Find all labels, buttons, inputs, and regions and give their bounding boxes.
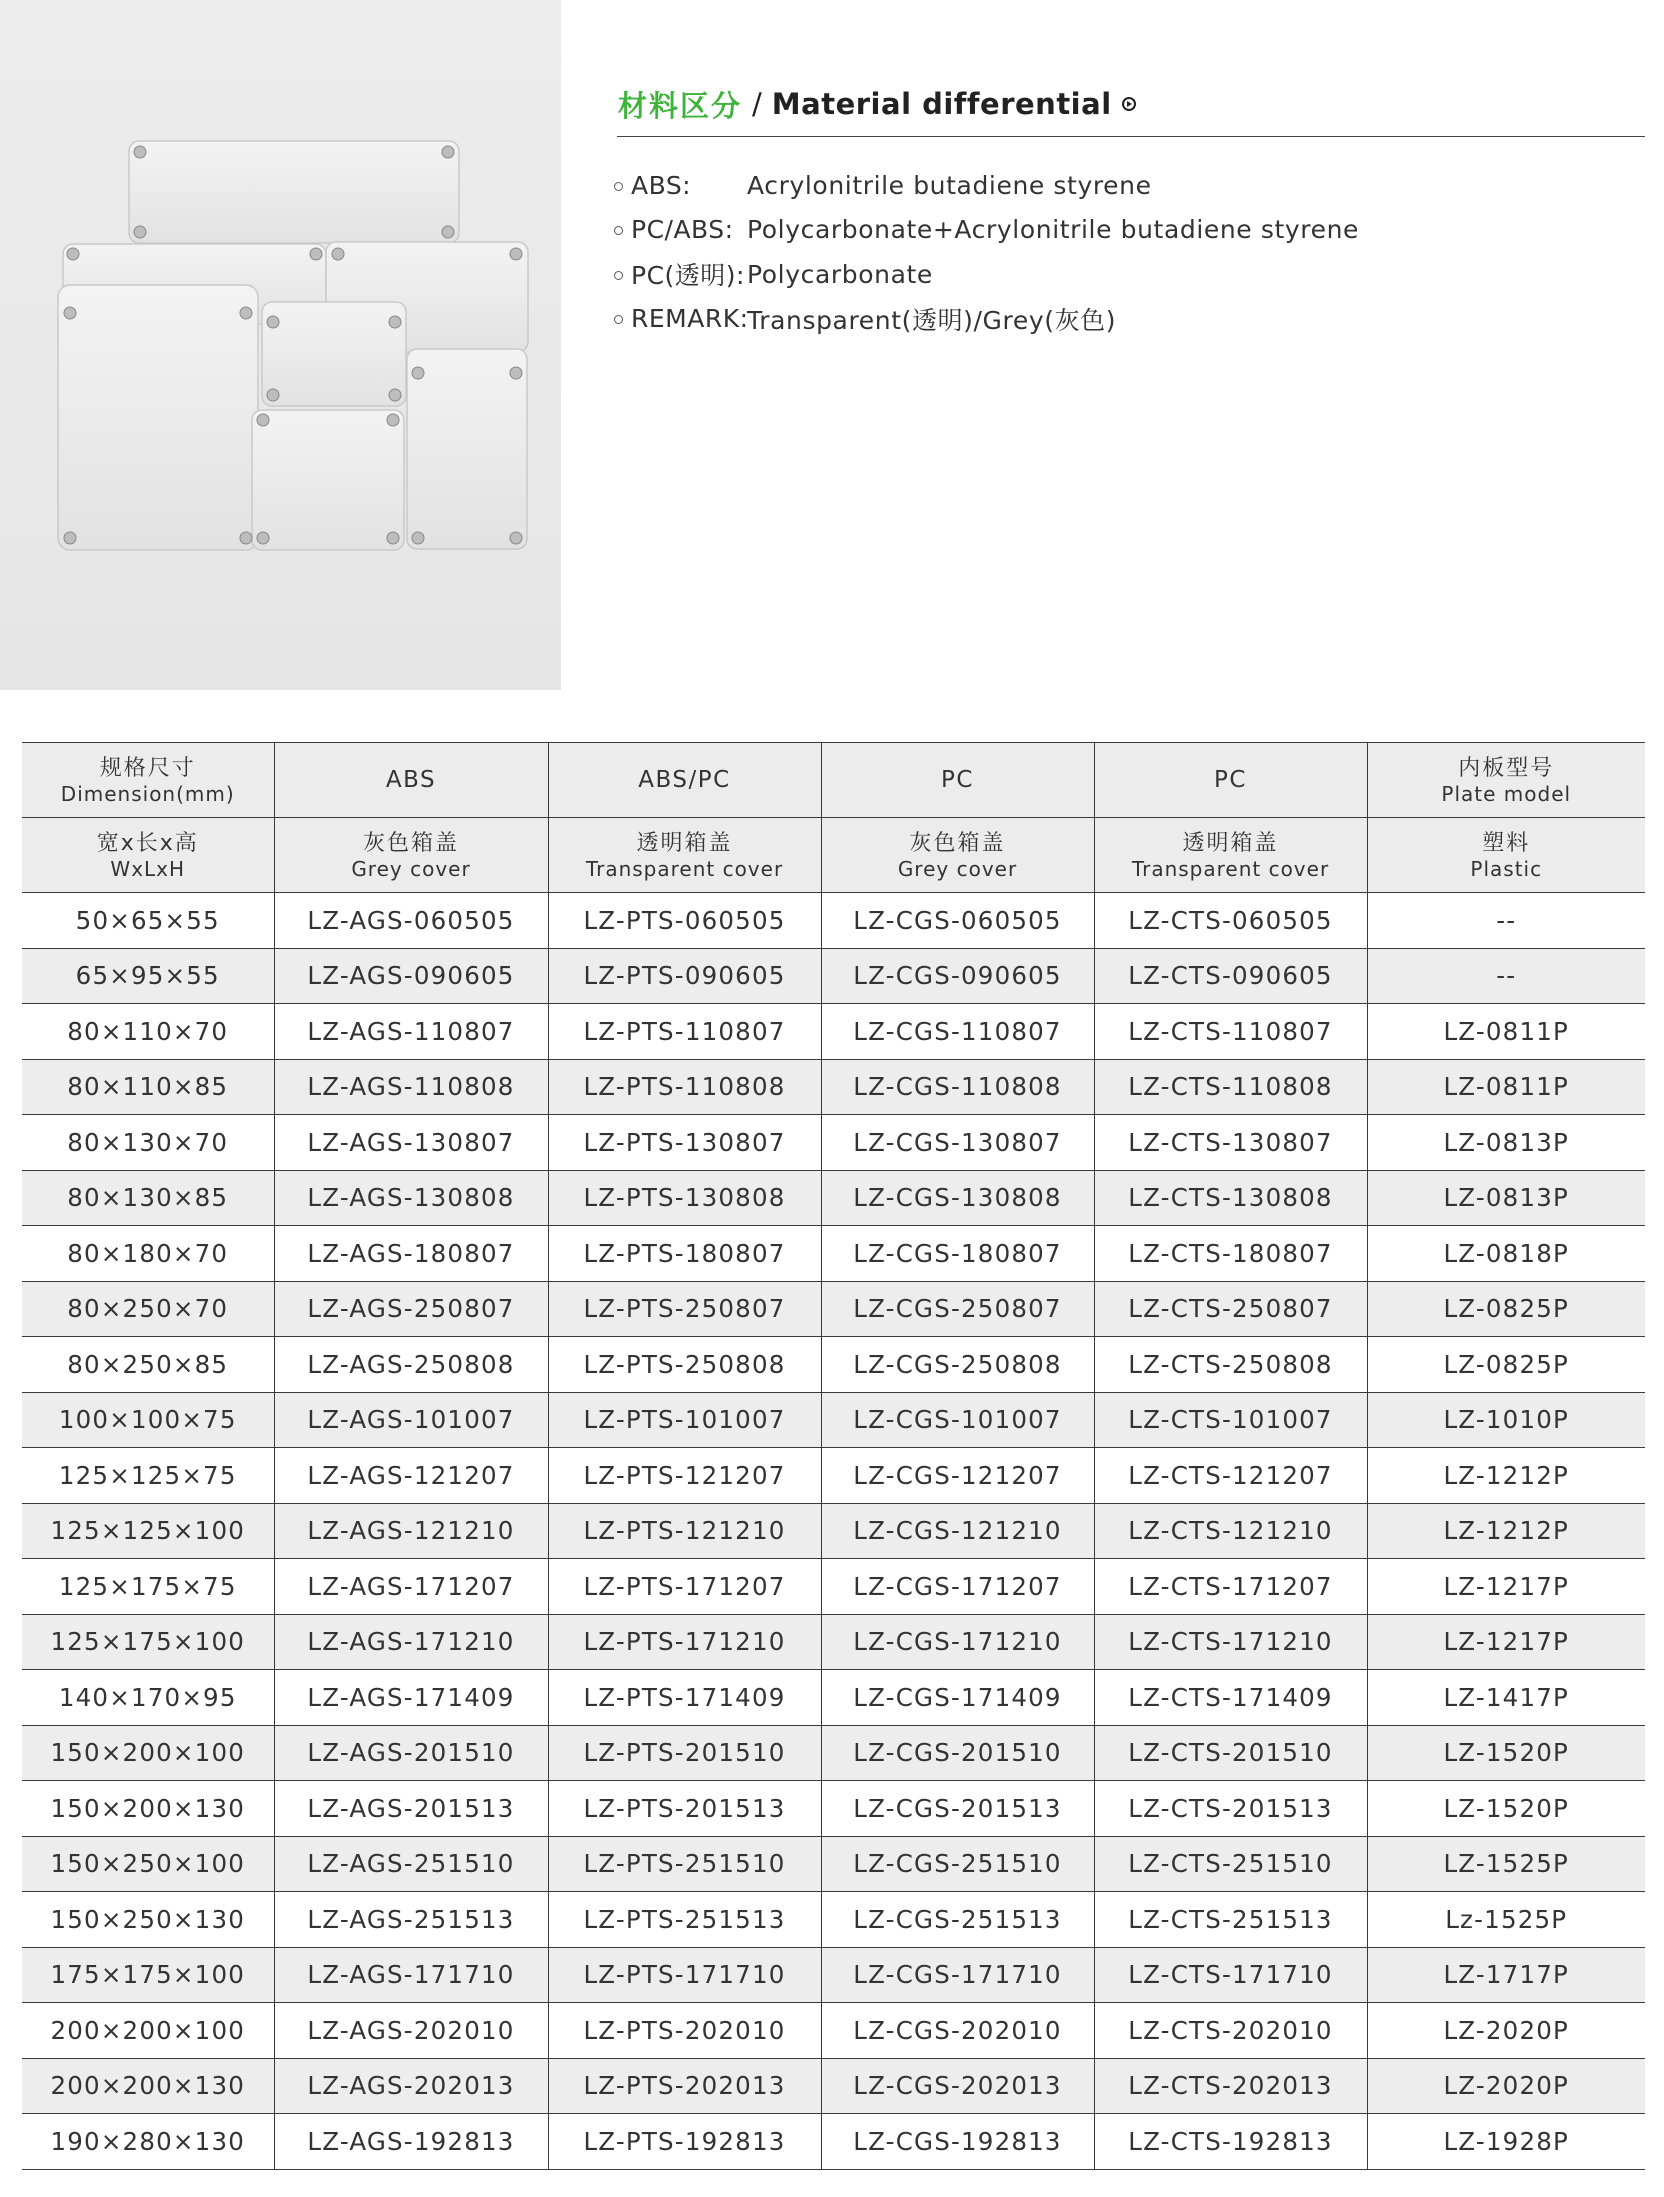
table-row (22, 1392, 1645, 1448)
cell-pc-grey: LZ-CGS-192813 (821, 2114, 1094, 2170)
cell-dimension: 175×175×100 (22, 1947, 274, 2003)
table-row (22, 1781, 1645, 1837)
table-row (22, 1226, 1645, 1282)
cell-pc-grey: LZ-CGS-201513 (821, 1781, 1094, 1837)
header-cell-abs: ABS (274, 743, 548, 818)
cell-pc-transparent: LZ-CTS-171409 (1094, 1670, 1367, 1726)
cell-abs-grey: LZ-AGS-251510 (274, 1836, 548, 1892)
cell-abs-pc-transparent: LZ-PTS-201510 (548, 1725, 821, 1781)
table-row (22, 1281, 1645, 1337)
cell-abs-grey: LZ-AGS-201510 (274, 1725, 548, 1781)
cell-pc-transparent: LZ-CTS-171207 (1094, 1559, 1367, 1615)
cell-abs-pc-transparent: LZ-PTS-110807 (548, 1004, 821, 1060)
cell-pc-grey: LZ-CGS-171207 (821, 1559, 1094, 1615)
cell-plate-model: -- (1367, 893, 1645, 949)
cell-dimension: 80×180×70 (22, 1226, 274, 1282)
cell-dimension: 125×175×100 (22, 1614, 274, 1670)
cell-plate-model: LZ-0811P (1367, 1059, 1645, 1115)
cell-plate-model: LZ-2020P (1367, 2003, 1645, 2059)
cell-dimension: 125×175×75 (22, 1559, 274, 1615)
cell-plate-model: LZ-1928P (1367, 2114, 1645, 2170)
subheader-cell: 透明箱盖 Transparent cover (1094, 818, 1367, 893)
cell-plate-model: LZ-1217P (1367, 1559, 1645, 1615)
cell-pc-grey: LZ-CGS-171409 (821, 1670, 1094, 1726)
cell-abs-grey: LZ-AGS-130807 (274, 1115, 548, 1171)
cell-pc-grey: LZ-CGS-060505 (821, 893, 1094, 949)
cell-plate-model: LZ-1212P (1367, 1503, 1645, 1559)
table-row (22, 1503, 1645, 1559)
cell-abs-pc-transparent: LZ-PTS-121210 (548, 1503, 821, 1559)
section-title-cn: 材料区分 (618, 88, 743, 123)
cell-pc-grey: LZ-CGS-090605 (821, 948, 1094, 1004)
cell-pc-grey: LZ-CGS-121210 (821, 1503, 1094, 1559)
material-key: ABS: (631, 170, 692, 200)
cell-abs-pc-transparent: LZ-PTS-202013 (548, 2058, 821, 2114)
cell-pc-transparent: LZ-CTS-250807 (1094, 1281, 1367, 1337)
cell-plate-model: LZ-1010P (1367, 1392, 1645, 1448)
table-row (22, 948, 1645, 1004)
table-row (22, 1892, 1645, 1948)
cell-pc-transparent: LZ-CTS-192813 (1094, 2114, 1367, 2170)
cell-pc-grey: LZ-CGS-180807 (821, 1226, 1094, 1282)
cell-dimension: 150×250×100 (22, 1836, 274, 1892)
table-row (22, 1115, 1645, 1171)
cell-pc-grey: LZ-CGS-251510 (821, 1836, 1094, 1892)
table-row (22, 1448, 1645, 1504)
title-separator: / (752, 87, 762, 121)
cell-abs-grey: LZ-AGS-171207 (274, 1559, 548, 1615)
cell-abs-pc-transparent: LZ-PTS-202010 (548, 2003, 821, 2059)
cell-dimension: 200×200×100 (22, 2003, 274, 2059)
cell-dimension: 150×250×130 (22, 1892, 274, 1948)
cell-plate-model: LZ-0813P (1367, 1170, 1645, 1226)
table-row (22, 1947, 1645, 2003)
cell-pc-transparent: LZ-CTS-250808 (1094, 1337, 1367, 1393)
cell-abs-pc-transparent: LZ-PTS-060505 (548, 893, 821, 949)
header-cell-dimension: 规格尺寸 Dimension(mm) (22, 743, 274, 818)
cell-dimension: 50×65×55 (22, 893, 274, 949)
cell-abs-grey: LZ-AGS-250808 (274, 1337, 548, 1393)
cell-abs-pc-transparent: LZ-PTS-171210 (548, 1614, 821, 1670)
circle-arrow-icon (1122, 97, 1136, 111)
cell-pc-grey: LZ-CGS-250808 (821, 1337, 1094, 1393)
cell-dimension: 150×200×130 (22, 1781, 274, 1837)
cell-abs-grey: LZ-AGS-171409 (274, 1670, 548, 1726)
subheader-cell: 灰色箱盖 Grey cover (821, 818, 1094, 893)
cell-pc-transparent: LZ-CTS-251510 (1094, 1836, 1367, 1892)
cell-dimension: 100×100×75 (22, 1392, 274, 1448)
table-row (22, 1670, 1645, 1726)
cell-abs-pc-transparent: LZ-PTS-250808 (548, 1337, 821, 1393)
cell-dimension: 80×130×85 (22, 1170, 274, 1226)
cell-abs-grey: LZ-AGS-201513 (274, 1781, 548, 1837)
table-row (22, 893, 1645, 949)
cell-pc-grey: LZ-CGS-202010 (821, 2003, 1094, 2059)
cell-dimension: 80×130×70 (22, 1115, 274, 1171)
cell-dimension: 200×200×130 (22, 2058, 274, 2114)
material-key: PC(透明): (631, 261, 745, 291)
cell-pc-grey: LZ-CGS-202013 (821, 2058, 1094, 2114)
cell-abs-pc-transparent: LZ-PTS-192813 (548, 2114, 821, 2170)
cell-pc-grey: LZ-CGS-130808 (821, 1170, 1094, 1226)
cell-pc-transparent: LZ-CTS-201513 (1094, 1781, 1367, 1837)
cell-pc-grey: LZ-CGS-171210 (821, 1614, 1094, 1670)
cell-abs-grey: LZ-AGS-130808 (274, 1170, 548, 1226)
cell-dimension: 190×280×130 (22, 2114, 274, 2170)
cell-abs-grey: LZ-AGS-090605 (274, 948, 548, 1004)
cell-pc-transparent: LZ-CTS-171210 (1094, 1614, 1367, 1670)
cell-pc-transparent: LZ-CTS-121210 (1094, 1503, 1367, 1559)
cell-plate-model: LZ-0825P (1367, 1281, 1645, 1337)
material-value: Polycarbonate+Acrylonitrile butadiene styrene (747, 215, 1359, 245)
cell-pc-grey: LZ-CGS-101007 (821, 1392, 1094, 1448)
table-row (22, 2003, 1645, 2059)
cell-plate-model: LZ-0813P (1367, 1115, 1645, 1171)
cell-pc-transparent: LZ-CTS-110807 (1094, 1004, 1367, 1060)
cell-pc-transparent: LZ-CTS-130807 (1094, 1115, 1367, 1171)
cell-pc-grey: LZ-CGS-250807 (821, 1281, 1094, 1337)
cell-abs-pc-transparent: LZ-PTS-101007 (548, 1392, 821, 1448)
cell-pc-grey: LZ-CGS-171710 (821, 1947, 1094, 2003)
cell-abs-pc-transparent: LZ-PTS-171207 (548, 1559, 821, 1615)
cell-pc-transparent: LZ-CTS-171710 (1094, 1947, 1367, 2003)
cell-abs-grey: LZ-AGS-171210 (274, 1614, 548, 1670)
subheader-cell: 宽x长x高 WxLxH (22, 818, 274, 893)
cell-plate-model: LZ-0811P (1367, 1004, 1645, 1060)
bullet-icon (614, 182, 623, 191)
cell-abs-pc-transparent: LZ-PTS-130807 (548, 1115, 821, 1171)
cell-dimension: 125×125×75 (22, 1448, 274, 1504)
cell-dimension: 65×95×55 (22, 948, 274, 1004)
section-title-en: Material differential (771, 87, 1112, 121)
cell-pc-grey: LZ-CGS-201510 (821, 1725, 1094, 1781)
bullet-icon (614, 271, 623, 280)
cell-pc-transparent: LZ-CTS-121207 (1094, 1448, 1367, 1504)
table-row (22, 2114, 1645, 2170)
cell-abs-grey: LZ-AGS-251513 (274, 1892, 548, 1948)
cell-plate-model: LZ-0825P (1367, 1337, 1645, 1393)
cell-abs-pc-transparent: LZ-PTS-110808 (548, 1059, 821, 1115)
cell-plate-model: -- (1367, 948, 1645, 1004)
cell-pc-transparent: LZ-CTS-202013 (1094, 2058, 1367, 2114)
cell-pc-grey: LZ-CGS-121207 (821, 1448, 1094, 1504)
cell-abs-pc-transparent: LZ-PTS-251513 (548, 1892, 821, 1948)
cell-abs-grey: LZ-AGS-202013 (274, 2058, 548, 2114)
material-value: Acrylonitrile butadiene styrene (747, 170, 1152, 200)
cell-abs-grey: LZ-AGS-202010 (274, 2003, 548, 2059)
table-row (22, 1614, 1645, 1670)
cell-dimension: 140×170×95 (22, 1670, 274, 1726)
cell-abs-grey: LZ-AGS-192813 (274, 2114, 548, 2170)
cell-pc-transparent: LZ-CTS-101007 (1094, 1392, 1367, 1448)
cell-abs-grey: LZ-AGS-110807 (274, 1004, 548, 1060)
cell-abs-grey: LZ-AGS-110808 (274, 1059, 548, 1115)
cell-dimension: 150×200×100 (22, 1725, 274, 1781)
cell-plate-model: LZ-2020P (1367, 2058, 1645, 2114)
cell-pc-transparent: LZ-CTS-090605 (1094, 948, 1367, 1004)
materials-list (614, 163, 1359, 341)
cell-abs-grey: LZ-AGS-121207 (274, 1448, 548, 1504)
product-photo (0, 0, 561, 690)
table-subheader-row (22, 818, 1645, 893)
cell-abs-grey: LZ-AGS-180807 (274, 1226, 548, 1282)
cell-pc-grey: LZ-CGS-130807 (821, 1115, 1094, 1171)
material-value: Polycarbonate (747, 259, 933, 289)
cell-abs-pc-transparent: LZ-PTS-180807 (548, 1226, 821, 1282)
cell-dimension: 80×110×85 (22, 1059, 274, 1115)
subheader-cell: 透明箱盖 Transparent cover (548, 818, 821, 893)
cell-abs-grey: LZ-AGS-250807 (274, 1281, 548, 1337)
cell-abs-pc-transparent: LZ-PTS-130808 (548, 1170, 821, 1226)
table-row (22, 1559, 1645, 1615)
material-item (614, 252, 1359, 297)
enclosure-boxes-image (0, 0, 561, 690)
section-title (618, 84, 1136, 124)
cell-abs-pc-transparent: LZ-PTS-121207 (548, 1448, 821, 1504)
cell-abs-pc-transparent: LZ-PTS-201513 (548, 1781, 821, 1837)
cell-abs-pc-transparent: LZ-PTS-090605 (548, 948, 821, 1004)
cell-plate-model: LZ-1525P (1367, 1836, 1645, 1892)
cell-abs-grey: LZ-AGS-101007 (274, 1392, 548, 1448)
table-header-row (22, 743, 1645, 818)
cell-pc-transparent: LZ-CTS-180807 (1094, 1226, 1367, 1282)
material-key: REMARK: (631, 304, 749, 334)
material-item (614, 208, 1359, 253)
table-row (22, 1170, 1645, 1226)
header-cell-abs-pc: ABS/PC (548, 743, 821, 818)
cell-pc-transparent: LZ-CTS-251513 (1094, 1892, 1367, 1948)
material-item (614, 297, 1359, 342)
cell-plate-model: LZ-1520P (1367, 1781, 1645, 1837)
cell-dimension: 80×250×85 (22, 1337, 274, 1393)
cell-pc-transparent: LZ-CTS-130808 (1094, 1170, 1367, 1226)
cell-abs-grey: LZ-AGS-060505 (274, 893, 548, 949)
spec-table (22, 742, 1645, 2170)
table-row (22, 1337, 1645, 1393)
cell-abs-pc-transparent: LZ-PTS-171409 (548, 1670, 821, 1726)
cell-pc-transparent: LZ-CTS-110808 (1094, 1059, 1367, 1115)
material-value: Transparent(透明)/Grey(灰色) (747, 305, 1117, 335)
table-row (22, 2058, 1645, 2114)
header-cell-pc-grey: PC (821, 743, 1094, 818)
cell-plate-model: LZ-0818P (1367, 1226, 1645, 1282)
material-item (614, 163, 1359, 208)
table-row (22, 1059, 1645, 1115)
cell-pc-transparent: LZ-CTS-201510 (1094, 1725, 1367, 1781)
cell-plate-model: LZ-1717P (1367, 1947, 1645, 2003)
cell-pc-grey: LZ-CGS-251513 (821, 1892, 1094, 1948)
subheader-cell: 灰色箱盖 Grey cover (274, 818, 548, 893)
cell-abs-grey: LZ-AGS-121210 (274, 1503, 548, 1559)
cell-dimension: 80×110×70 (22, 1004, 274, 1060)
table-row (22, 1836, 1645, 1892)
cell-pc-transparent: LZ-CTS-202010 (1094, 2003, 1367, 2059)
cell-abs-pc-transparent: LZ-PTS-250807 (548, 1281, 821, 1337)
cell-plate-model: LZ-1417P (1367, 1670, 1645, 1726)
material-key: PC/ABS: (631, 215, 734, 245)
subheader-cell: 塑料 Plastic (1367, 818, 1645, 893)
cell-pc-transparent: LZ-CTS-060505 (1094, 893, 1367, 949)
cell-pc-grey: LZ-CGS-110808 (821, 1059, 1094, 1115)
cell-abs-grey: LZ-AGS-171710 (274, 1947, 548, 2003)
cell-abs-pc-transparent: LZ-PTS-171710 (548, 1947, 821, 2003)
header-cell-plate-model: 内板型号 Plate model (1367, 743, 1645, 818)
table-row (22, 1004, 1645, 1060)
bullet-icon (614, 315, 623, 324)
cell-dimension: 80×250×70 (22, 1281, 274, 1337)
table-row (22, 1725, 1645, 1781)
title-divider (617, 136, 1645, 137)
bullet-icon (614, 226, 623, 235)
cell-plate-model: LZ-1217P (1367, 1614, 1645, 1670)
cell-pc-grey: LZ-CGS-110807 (821, 1004, 1094, 1060)
cell-plate-model: LZ-1520P (1367, 1725, 1645, 1781)
cell-dimension: 125×125×100 (22, 1503, 274, 1559)
cell-plate-model: LZ-1212P (1367, 1448, 1645, 1504)
cell-abs-pc-transparent: LZ-PTS-251510 (548, 1836, 821, 1892)
cell-plate-model: Lz-1525P (1367, 1892, 1645, 1948)
header-cell-pc-transparent: PC (1094, 743, 1367, 818)
